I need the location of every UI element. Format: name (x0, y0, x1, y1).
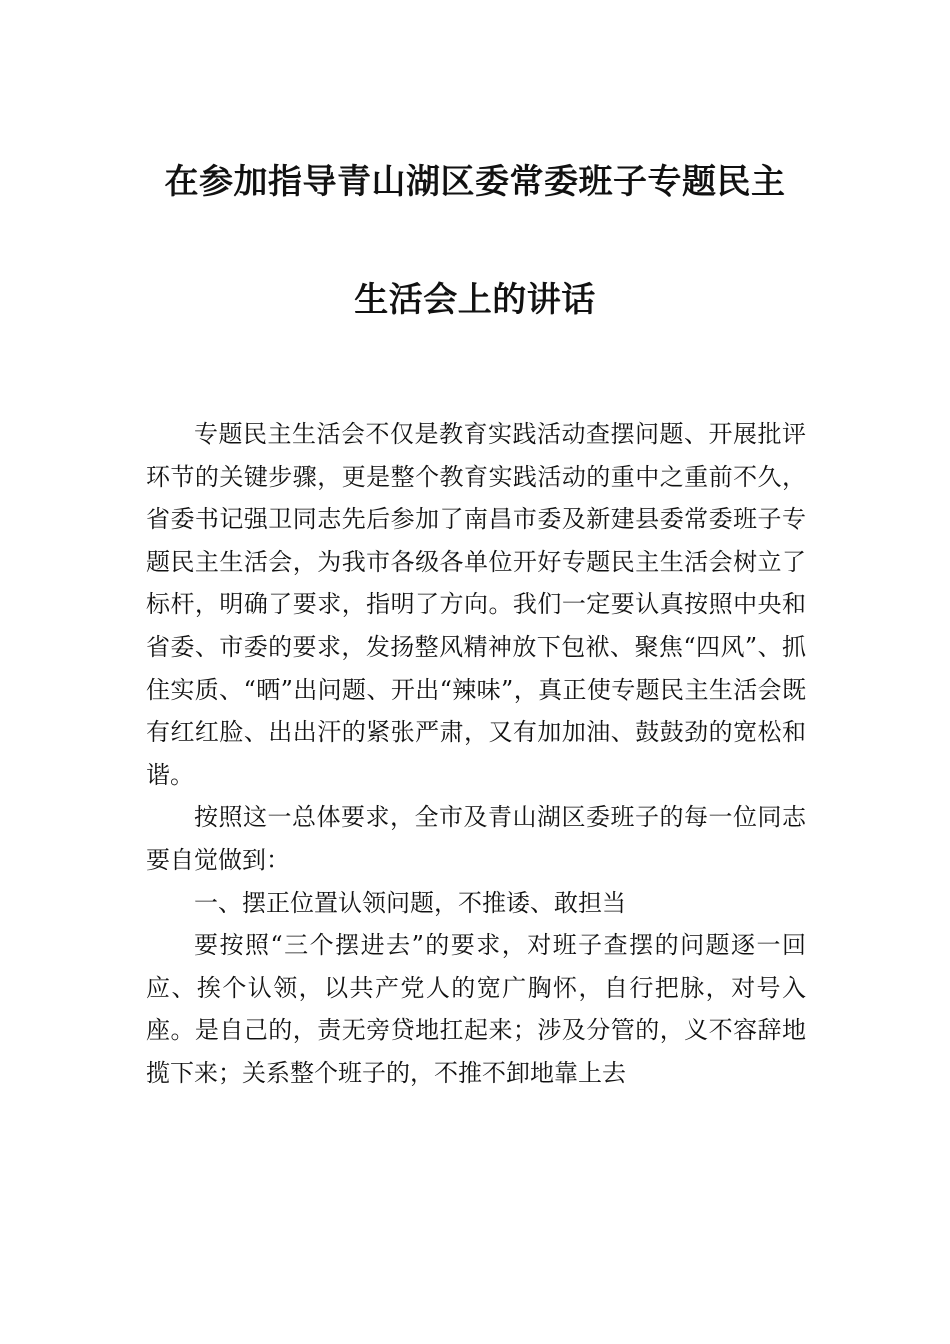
paragraph: 要按照“三个摆进去”的要求，对班子查摆的问题逐一回应、挨个认领，以共产党人的宽广胸怀，自行把脉，对号入座。是自己的，责无旁贷地扛起来；涉及分管的，义不容辞地揽下来；关系整个班子的，不推不卸地靠上去 (146, 931, 806, 1087)
paragraph: 按照这一总体要求，全市及青山湖区委班子的每一位同志要自觉做到： (146, 803, 806, 874)
document-body (146, 413, 806, 1095)
document-title-line-2: 生活会上的讲话 (354, 280, 596, 320)
paragraph: 专题民主生活会不仅是教育实践活动查摆问题、开展批评环节的关键步骤，更是整个教育实践活动的重中之重前不久，省委书记强卫同志先后参加了南昌市委及新建县委常委班子专题民主生活会，为我市各级各单位开好专题民主生活会树立了标杆，明确了要求，指明了方向。我们一定要认真按照中央和省委、市委的要求，发扬整风精神放下包袱、聚焦“四风”、抓住实质、“晒”出问题、开出“辣味”，真正使专题民主生活会既有红红脸、出出汗的紧张严肃，又有加加油、鼓鼓劲的宽松和谐。 (146, 420, 806, 789)
section-heading: 一、摆正位置认领问题，不推诿、敢担当 (194, 888, 626, 917)
document-title-line-1: 在参加指导青山湖区委常委班子专题民主 (164, 162, 786, 202)
